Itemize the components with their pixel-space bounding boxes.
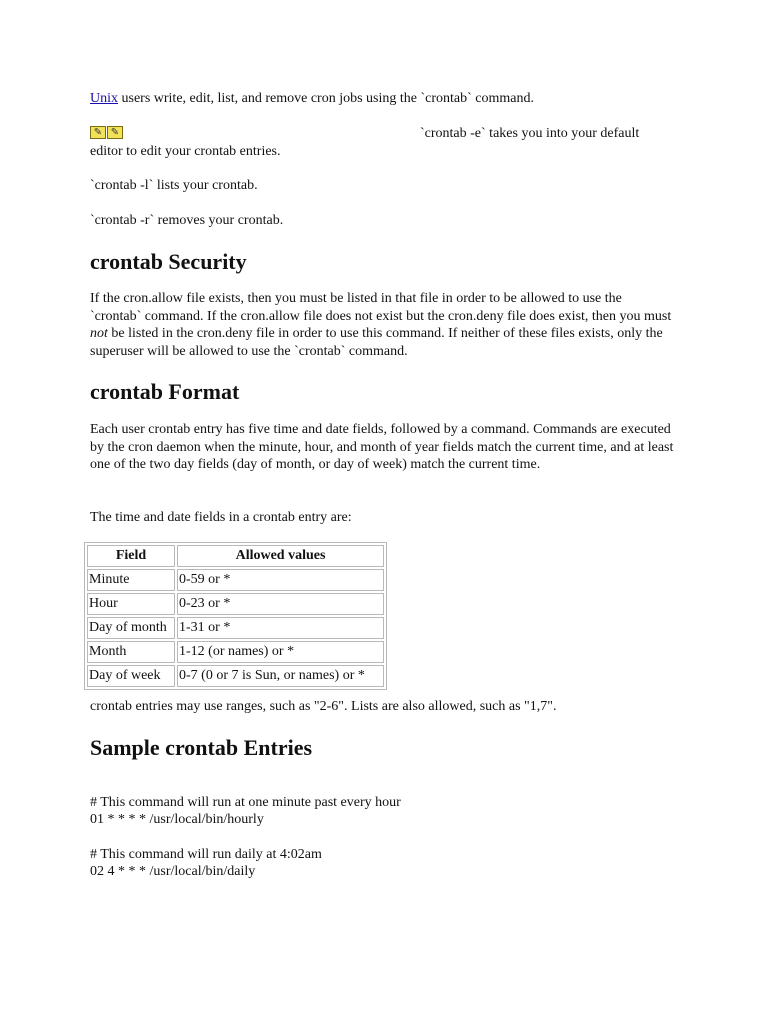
fields-table [84, 542, 387, 690]
edit-icons [90, 124, 123, 142]
ranges-note: crontab entries may use ranges, such as "2-6". Lists are also allowed, such as "1,7". [90, 699, 557, 714]
security-heading: crontab Security [90, 249, 247, 274]
sample-comment: # This command will run at one minute past every hour [90, 795, 401, 810]
sample-line: 01 * * * * /usr/local/bin/hourly [90, 812, 264, 827]
table-intro: The time and date fields in a crontab entry are: [90, 510, 352, 525]
format-paragraph: Each user crontab entry has five time and date fields, followed by a command. Commands are executed by the cron daemon when the minute, hour, and month of year fields match the current time, and at least one of the two day fields (day of month, or day of week) match the current time. [90, 422, 674, 472]
format-heading: crontab Format [90, 379, 240, 404]
table-cell-values: 0-23 or * [177, 593, 384, 615]
security-text-2: be listed in the cron.deny file in order to use this command. If neither of these files exists, only the superuser will be allowed to use the `crontab` command. [90, 326, 663, 359]
table-header-allowed-values: Allowed values [177, 545, 384, 567]
edit-icon: ✎ [107, 126, 123, 139]
crontab-edit-line1: `crontab -e` takes you into your default [420, 126, 640, 141]
table-row [87, 569, 384, 591]
intro-text: users write, edit, list, and remove cron jobs using the `crontab` command. [118, 91, 535, 106]
table-row [87, 665, 384, 687]
security-emphasis: not [90, 326, 108, 341]
crontab-list-line: `crontab -l` lists your crontab. [90, 178, 258, 193]
edit-icon: ✎ [90, 126, 106, 139]
intro-paragraph [90, 90, 676, 108]
table-cell-values: 0-7 (0 or 7 is Sun, or names) or * [177, 665, 384, 687]
table-row [87, 641, 384, 663]
table-cell-values: 1-12 (or names) or * [177, 641, 384, 663]
table-cell-field: Day of month [87, 617, 175, 639]
crontab-remove-line: `crontab -r` removes your crontab. [90, 213, 284, 228]
table-cell-values: 1-31 or * [177, 617, 384, 639]
crontab-edit-line2: editor to edit your crontab entries. [90, 144, 281, 159]
unix-link[interactable]: Unix [90, 91, 118, 106]
table-row [87, 617, 384, 639]
table-header-field: Field [87, 545, 175, 567]
table-header-row [87, 545, 384, 567]
security-paragraph [90, 290, 676, 360]
samples-heading: Sample crontab Entries [90, 735, 313, 760]
table-cell-field: Month [87, 641, 175, 663]
table-cell-field: Hour [87, 593, 175, 615]
table-cell-field: Day of week [87, 665, 175, 687]
table-cell-values: 0-59 or * [177, 569, 384, 591]
sample-line: 02 4 * * * /usr/local/bin/daily [90, 864, 256, 879]
security-text-1: If the cron.allow file exists, then you must be listed in that file in order to be allowed to use the `crontab` command. If the cron.allow file does not exist but the cron.deny file does exist, then you must [90, 291, 672, 324]
table-cell-field: Minute [87, 569, 175, 591]
sample-comment: # This command will run daily at 4:02am [90, 847, 322, 862]
table-row [87, 593, 384, 615]
fields-table-wrapper [84, 542, 387, 690]
